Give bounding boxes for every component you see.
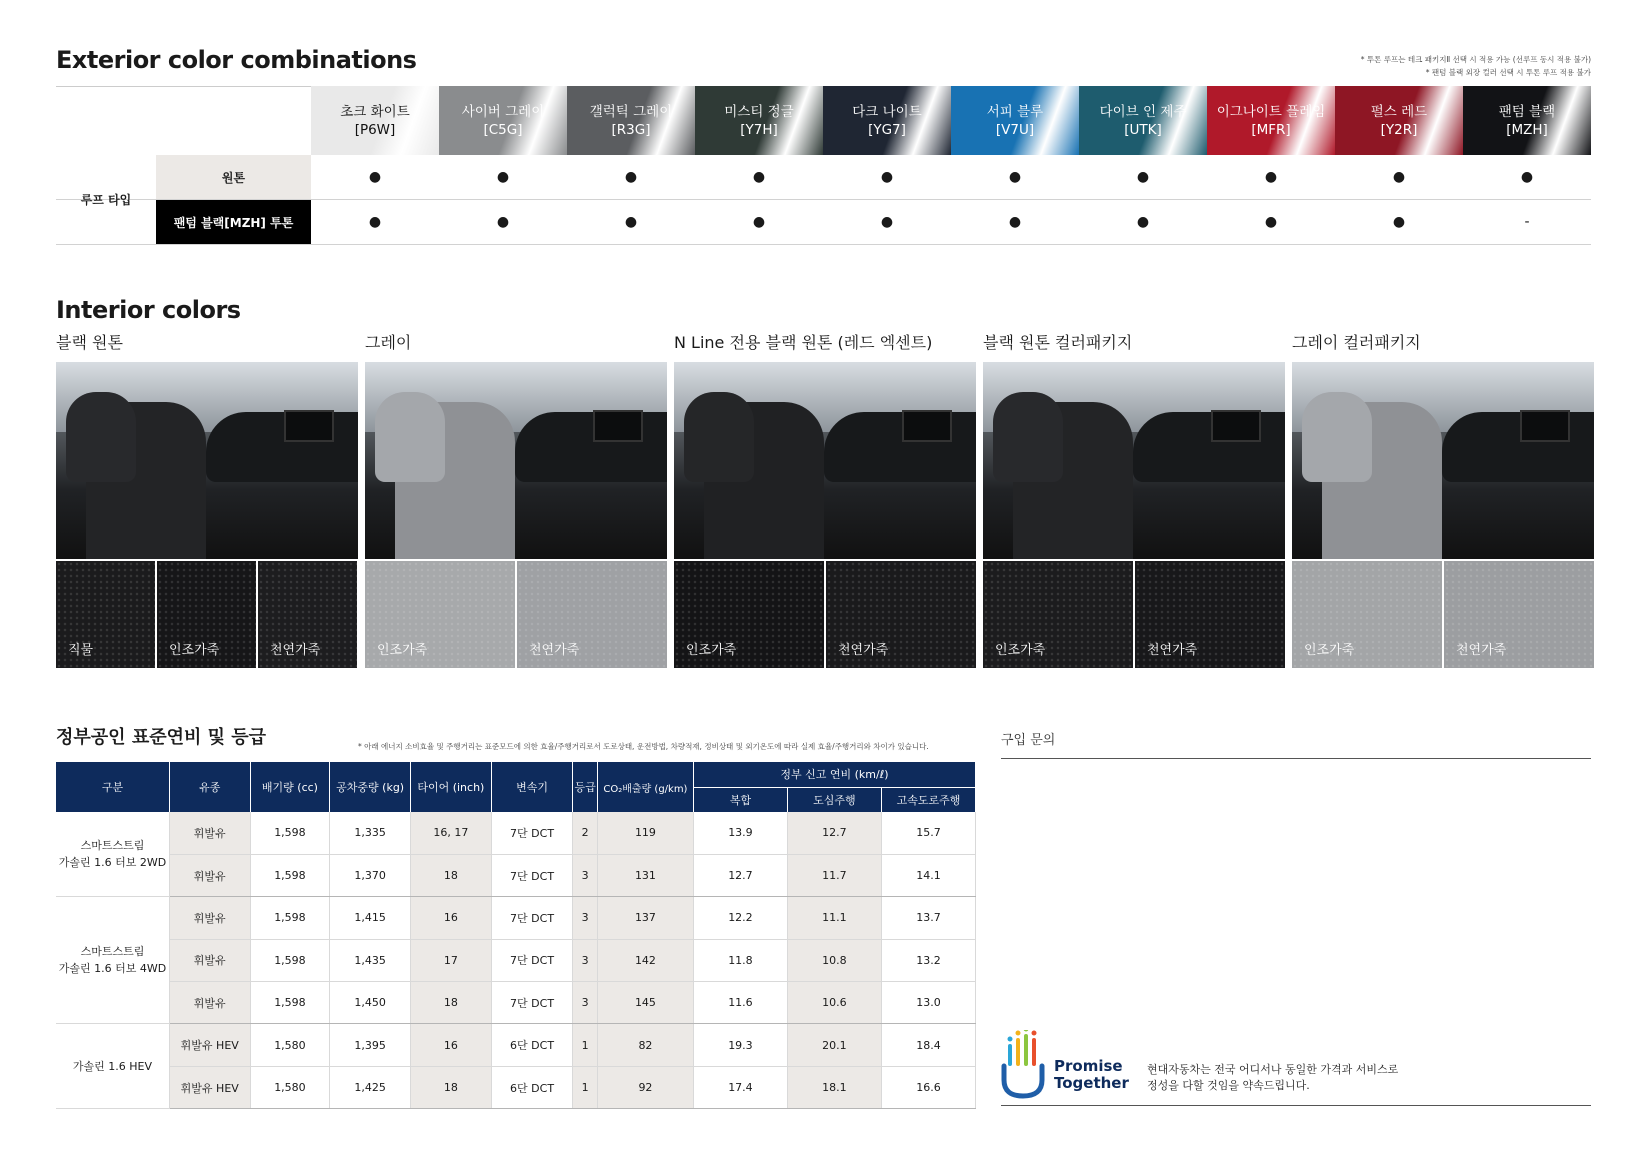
table-cell: 휘발유 xyxy=(169,982,250,1024)
availability-mark: ● xyxy=(624,214,638,230)
table-cell: 16, 17 xyxy=(410,812,491,854)
table-cell: 7단 DCT xyxy=(491,939,573,981)
interior-option-name: 그레이 컬러패키지 xyxy=(1292,333,1421,352)
header-category: 구분 xyxy=(56,762,169,812)
table-cell: 18 xyxy=(410,854,491,896)
table-cell: 1,598 xyxy=(250,897,330,939)
availability-mark: ● xyxy=(1264,169,1278,185)
material-label: 인조가죽 xyxy=(1304,643,1355,658)
logo-dot xyxy=(1008,1037,1013,1042)
roof-row-mono xyxy=(56,155,1591,200)
availability-mark: ● xyxy=(752,214,766,230)
logo-bar xyxy=(1016,1038,1020,1066)
table-cell: 1,450 xyxy=(330,982,411,1024)
material-label: 인조가죽 xyxy=(169,643,220,658)
exterior-note-1: * 투톤 루프는 테크 패키지Ⅱ 선택 시 적용 가능 (선루프 동시 적용 불가) xyxy=(1360,55,1591,64)
interior-photo xyxy=(1292,362,1594,559)
material-swatches xyxy=(983,561,1285,668)
logo-bar xyxy=(1032,1038,1036,1066)
material-label: 천연가죽 xyxy=(270,643,321,658)
table-cell: 18 xyxy=(410,1066,491,1108)
roof-row-label: 원톤 xyxy=(156,155,311,199)
table-cell: 131 xyxy=(597,854,693,896)
table-cell: 휘발유 HEV xyxy=(169,1066,250,1108)
table-cell: 12.7 xyxy=(693,854,787,896)
availability-mark: ● xyxy=(368,214,382,230)
color-name: 이그나이트 플레임 xyxy=(1216,103,1326,120)
availability-mark: ● xyxy=(880,169,894,185)
availability-mark: ● xyxy=(496,169,510,185)
table-cell: 6단 DCT xyxy=(491,1066,573,1108)
group-label-line-1: 스마트스트림 xyxy=(80,945,145,959)
roof-row-two-tone xyxy=(56,200,1591,245)
interior-option xyxy=(1292,332,1594,668)
color-code: [MZH] xyxy=(1506,121,1548,138)
availability-mark: ● xyxy=(1392,214,1406,230)
availability-mark: ● xyxy=(496,214,510,230)
table-row xyxy=(56,982,976,1024)
material-swatch xyxy=(826,561,976,668)
table-cell: 13.9 xyxy=(693,812,787,854)
table-cell: 1,415 xyxy=(330,897,411,939)
color-swatch-row xyxy=(56,86,1591,155)
table-cell: 16 xyxy=(410,897,491,939)
availability-mark: ● xyxy=(1008,214,1022,230)
table-cell: 10.6 xyxy=(787,982,881,1024)
color-code: [MFR] xyxy=(1251,121,1291,138)
material-swatches xyxy=(365,561,667,668)
table-cell: 19.3 xyxy=(693,1024,787,1066)
group-label xyxy=(56,812,169,897)
table-cell: 82 xyxy=(597,1024,693,1066)
header-transmission: 변속기 xyxy=(491,762,573,812)
table-cell: 1,598 xyxy=(250,854,330,896)
color-swatch xyxy=(439,86,567,155)
table-cell: 18.1 xyxy=(787,1066,881,1108)
availability-mark: ● xyxy=(1392,169,1406,185)
table-row xyxy=(56,812,976,854)
header-efficiency: 정부 신고 연비 (km/ℓ) xyxy=(693,762,975,787)
interior-photo xyxy=(365,362,667,559)
table-cell: 17.4 xyxy=(693,1066,787,1108)
color-swatch xyxy=(567,86,695,155)
interior-option-name: 블랙 원톤 xyxy=(56,333,123,352)
interior-option xyxy=(674,332,976,668)
material-swatch xyxy=(1135,561,1285,668)
availability-mark: ● xyxy=(1136,169,1150,185)
interior-option-name: 블랙 원톤 컬러패키지 xyxy=(983,333,1133,352)
table-cell: 11.6 xyxy=(693,982,787,1024)
bottom-divider xyxy=(1001,1105,1591,1106)
group-label-line-1: 가솔린 1.6 HEV xyxy=(72,1059,152,1073)
roof-type-label: 루프 타입 xyxy=(56,155,156,245)
color-code: [V7U] xyxy=(995,121,1035,138)
logo-dot xyxy=(1024,1030,1029,1032)
interior-option xyxy=(983,332,1285,668)
table-cell: 17 xyxy=(410,939,491,981)
material-label: 천연가죽 xyxy=(529,643,580,658)
table-cell: 1,335 xyxy=(330,812,411,854)
color-name: 다이브 인 제주 xyxy=(1099,103,1187,120)
table-cell: 1,580 xyxy=(250,1024,330,1066)
group-label-line-1: 스마트스트림 xyxy=(80,839,145,853)
color-swatch xyxy=(695,86,823,155)
table-cell: 12.2 xyxy=(693,897,787,939)
table-cell: 6단 DCT xyxy=(491,1024,573,1066)
color-name: 미스티 정글 xyxy=(724,103,794,120)
table-cell: 14.1 xyxy=(881,854,975,896)
table-cell: 휘발유 xyxy=(169,897,250,939)
table-cell: 18.4 xyxy=(881,1024,975,1066)
interior-option-name: N Line 전용 블랙 원톤 (레드 엑센트) xyxy=(674,333,933,352)
material-swatch xyxy=(56,561,155,668)
material-swatch xyxy=(365,561,515,668)
group-label xyxy=(56,897,169,1024)
table-cell: 3 xyxy=(573,939,598,981)
table-cell: 10.8 xyxy=(787,939,881,981)
table-cell: 145 xyxy=(597,982,693,1024)
logo-dot xyxy=(1032,1031,1037,1036)
logo-bar xyxy=(1008,1044,1012,1066)
color-name: 초크 화이트 xyxy=(340,103,410,120)
fuel-table-note: * 아래 에너지 소비효율 및 주행거리는 표준모드에 의한 효율/주행거리로서 도로상태, 운전방법, 차량적재, 정비상태 및 외기온도에 따라 실제 효율/주행거리와 차이가 있습니다. xyxy=(358,742,929,751)
table-cell: 13.0 xyxy=(881,982,975,1024)
table-cell: 3 xyxy=(573,854,598,896)
table-cell: 1,598 xyxy=(250,812,330,854)
color-code: [UTK] xyxy=(1124,121,1162,138)
material-swatch xyxy=(258,561,357,668)
table-cell: 1,425 xyxy=(330,1066,411,1108)
table-cell: 20.1 xyxy=(787,1024,881,1066)
table-cell: 2 xyxy=(573,812,598,854)
availability-mark: ● xyxy=(752,169,766,185)
table-cell: 1,598 xyxy=(250,939,330,981)
table-cell: 1 xyxy=(573,1024,598,1066)
interior-title: Interior colors xyxy=(56,296,241,324)
table-cell: 휘발유 xyxy=(169,939,250,981)
table-row xyxy=(56,939,976,981)
color-swatch xyxy=(1463,86,1591,155)
table-cell: 11.1 xyxy=(787,897,881,939)
table-cell: 13.2 xyxy=(881,939,975,981)
together-word: Together xyxy=(1054,1074,1129,1092)
color-code: [YG7] xyxy=(868,121,906,138)
material-label: 인조가죽 xyxy=(686,643,737,658)
header-fuel-type: 유종 xyxy=(169,762,250,812)
purchase-inquiry-label: 구입 문의 xyxy=(1001,733,1056,748)
table-cell: 16.6 xyxy=(881,1066,975,1108)
table-cell: 1,435 xyxy=(330,939,411,981)
fuel-table-title: 정부공인 표준연비 및 등급 xyxy=(56,727,267,748)
table-cell: 1,598 xyxy=(250,982,330,1024)
header-co2: CO₂배출량 (g/km) xyxy=(597,762,693,812)
table-cell: 11.7 xyxy=(787,854,881,896)
header-curb-weight: 공차중량 (kg) xyxy=(330,762,411,812)
color-swatch xyxy=(1079,86,1207,155)
material-label: 인조가죽 xyxy=(377,643,428,658)
table-cell: 137 xyxy=(597,897,693,939)
group-label-line-2: 가솔린 1.6 터보 4WD xyxy=(58,962,167,976)
table-cell: 3 xyxy=(573,897,598,939)
header-combined: 복합 xyxy=(693,787,787,812)
color-name: 다크 나이트 xyxy=(852,103,922,120)
table-cell: 7단 DCT xyxy=(491,812,573,854)
group-label xyxy=(56,1024,169,1109)
table-cell: 1,580 xyxy=(250,1066,330,1108)
availability-mark: ● xyxy=(624,169,638,185)
promise-together-wordmark xyxy=(1054,1058,1129,1092)
table-cell: 16 xyxy=(410,1024,491,1066)
table-row xyxy=(56,897,976,939)
material-swatch xyxy=(674,561,824,668)
table-cell: 92 xyxy=(597,1066,693,1108)
availability-mark: ● xyxy=(1520,169,1534,185)
material-swatches xyxy=(674,561,976,668)
roof-row-label: 팬텀 블랙[MZH] 투톤 xyxy=(156,200,311,244)
fuel-efficiency-table xyxy=(56,762,976,1109)
header-highway: 고속도로주행 xyxy=(881,787,975,812)
material-label: 천연가죽 xyxy=(1147,643,1198,658)
logo-dot xyxy=(1016,1031,1021,1036)
color-name: 서피 블루 xyxy=(986,103,1044,120)
exterior-color-table xyxy=(56,86,1591,245)
header-city: 도심주행 xyxy=(787,787,881,812)
color-swatch xyxy=(951,86,1079,155)
exterior-note-2: * 팬텀 블랙 외장 컬러 선택 시 투톤 루프 적용 불가 xyxy=(1425,68,1591,77)
table-cell: 휘발유 HEV xyxy=(169,1024,250,1066)
availability-mark: ● xyxy=(368,169,382,185)
availability-mark: - xyxy=(1524,214,1530,230)
availability-mark: ● xyxy=(1136,214,1150,230)
exterior-notes xyxy=(1361,53,1591,79)
interior-photo xyxy=(674,362,976,559)
color-swatch xyxy=(1335,86,1463,155)
exterior-title: Exterior color combinations xyxy=(56,46,417,74)
material-swatch xyxy=(157,561,256,668)
header-tire: 타이어 (inch) xyxy=(410,762,491,812)
color-swatch xyxy=(1207,86,1335,155)
material-swatch xyxy=(517,561,667,668)
table-cell: 13.7 xyxy=(881,897,975,939)
material-swatch xyxy=(1292,561,1442,668)
table-row xyxy=(56,854,976,896)
group-label-line-2: 가솔린 1.6 터보 2WD xyxy=(58,856,167,870)
color-code: [Y2R] xyxy=(1380,121,1418,138)
material-label: 직물 xyxy=(68,643,94,658)
promise-statement xyxy=(1147,1062,1398,1094)
color-code: [R3G] xyxy=(611,121,651,138)
availability-mark: ● xyxy=(880,214,894,230)
color-name: 펄스 레드 xyxy=(1370,103,1428,120)
promise-statement-line-1: 현대자동차는 전국 어디서나 동일한 가격과 서비스로 xyxy=(1147,1063,1399,1076)
material-swatches xyxy=(1292,561,1594,668)
material-label: 인조가죽 xyxy=(995,643,1046,658)
table-cell: 7단 DCT xyxy=(491,897,573,939)
table-row xyxy=(56,1066,976,1108)
color-name: 팬텀 블랙 xyxy=(1498,103,1556,120)
table-cell: 휘발유 xyxy=(169,812,250,854)
color-code: [Y7H] xyxy=(740,121,778,138)
table-cell: 119 xyxy=(597,812,693,854)
material-label: 천연가죽 xyxy=(838,643,889,658)
swatch-spacer xyxy=(56,86,311,155)
availability-mark: ● xyxy=(1264,214,1278,230)
availability-mark: ● xyxy=(1008,169,1022,185)
table-row xyxy=(56,1024,976,1066)
interior-photo xyxy=(56,362,358,559)
color-swatch xyxy=(823,86,951,155)
table-cell: 142 xyxy=(597,939,693,981)
fuel-table-body xyxy=(56,812,976,1109)
table-cell: 11.8 xyxy=(693,939,787,981)
interior-option xyxy=(365,332,667,668)
material-swatch xyxy=(983,561,1133,668)
table-cell: 휘발유 xyxy=(169,854,250,896)
interior-option-name: 그레이 xyxy=(365,333,412,352)
material-label: 천연가죽 xyxy=(1456,643,1507,658)
interior-photo xyxy=(983,362,1285,559)
interior-option xyxy=(56,332,358,668)
table-cell: 1,395 xyxy=(330,1024,411,1066)
table-cell: 7단 DCT xyxy=(491,982,573,1024)
header-displacement: 배기량 (cc) xyxy=(250,762,330,812)
table-cell: 1 xyxy=(573,1066,598,1108)
table-cell: 12.7 xyxy=(787,812,881,854)
header-grade: 등급 xyxy=(573,762,598,812)
color-name: 사이버 그레이 xyxy=(461,103,545,120)
promise-together-logo-icon xyxy=(998,1030,1048,1100)
material-swatch xyxy=(1444,561,1594,668)
table-cell: 3 xyxy=(573,982,598,1024)
table-cell: 1,370 xyxy=(330,854,411,896)
color-name: 갤럭틱 그레이 xyxy=(589,103,673,120)
promise-statement-line-2: 정성을 다할 것임을 약속드립니다. xyxy=(1147,1079,1310,1092)
color-swatch xyxy=(311,86,439,155)
color-code: [C5G] xyxy=(483,121,523,138)
inquiry-divider xyxy=(1001,758,1591,759)
promise-word: Promise xyxy=(1054,1057,1123,1075)
table-cell: 15.7 xyxy=(881,812,975,854)
table-cell: 18 xyxy=(410,982,491,1024)
logo-bar xyxy=(1024,1034,1028,1066)
material-swatches xyxy=(56,561,358,668)
table-cell: 7단 DCT xyxy=(491,854,573,896)
color-code: [P6W] xyxy=(354,121,396,138)
